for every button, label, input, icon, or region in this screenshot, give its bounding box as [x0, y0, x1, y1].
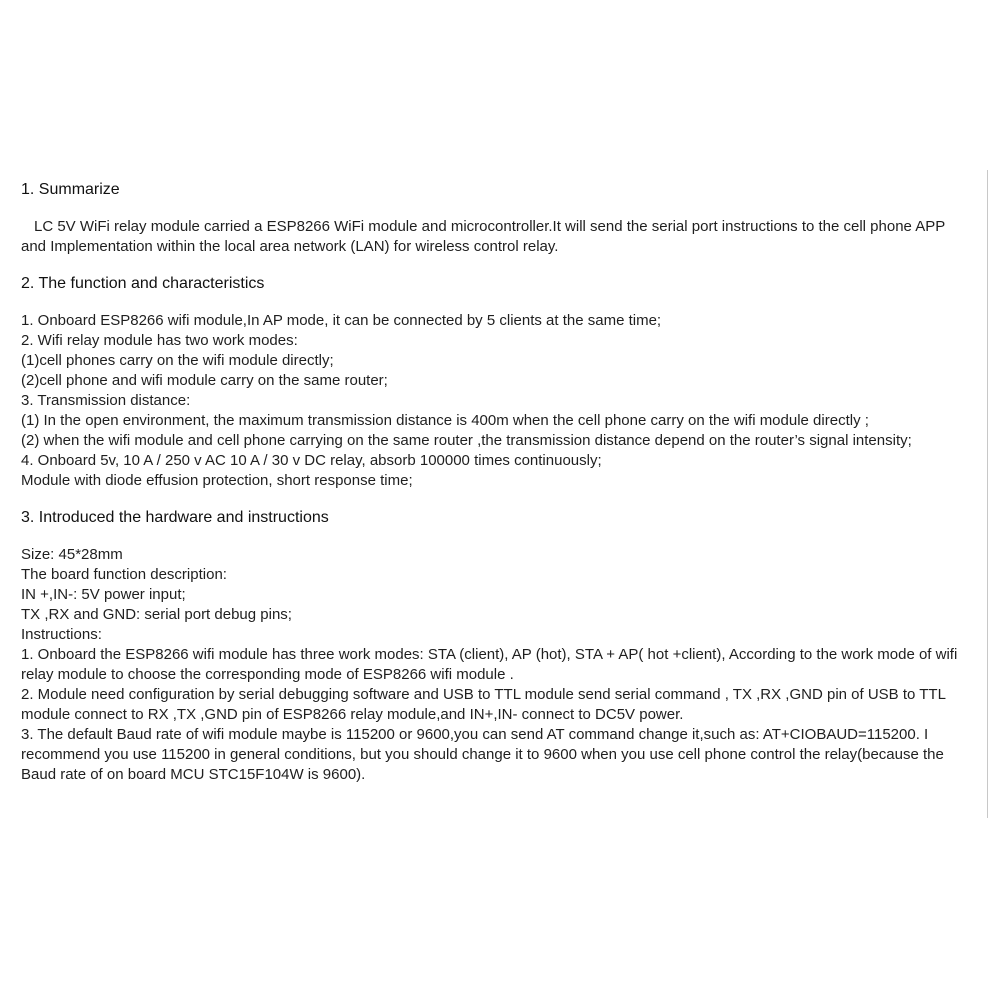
hardware-line: 3. The default Baud rate of wifi module maybe is 115200 or 9600,you can send AT command change it,such as: AT+CIOBAUD=115200. I recommend you use 115200 in general conditions, but you should change it to 9600 when you use cell phone control the relay(because the Baud rate of on board MCU STC15F104W is 9600). [21, 726, 944, 783]
document-panel [0, 170, 988, 818]
function-line: Module with diode effusion protection, short response time; [21, 472, 413, 489]
section-heading-hardware: 3. Introduced the hardware and instructions [21, 509, 329, 526]
hardware-line: TX ,RX and GND: serial port debug pins; [21, 606, 292, 623]
hardware-line: 1. Onboard the ESP8266 wifi module has three work modes: STA (client), AP (hot), STA + AP( hot +client), According to the work mode of wifi relay module to choose the corresponding mode of ESP8266 wifi module . [21, 646, 958, 683]
function-line: (1) In the open environment, the maximum transmission distance is 400m when the cell phone carry on the wifi module directly ; [21, 412, 869, 429]
function-line: 4. Onboard 5v, 10 A / 250 v AC 10 A / 30 v DC relay, absorb 100000 times continuously; [21, 452, 602, 469]
hardware-line: IN +,IN-: 5V power input; [21, 586, 186, 603]
section-heading-summarize: 1. Summarize [21, 181, 120, 198]
summary-paragraph: LC 5V WiFi relay module carried a ESP8266 WiFi module and microcontroller.It will send the serial port instructions to the cell phone APP and Implementation within the local area network (LAN) for wireless control relay. [21, 218, 945, 255]
hardware-line: Size: 45*28mm [21, 546, 123, 563]
function-line: 1. Onboard ESP8266 wifi module,In AP mode, it can be connected by 5 clients at the same time; [21, 312, 662, 329]
hardware-line: The board function description: [21, 566, 227, 583]
function-line: (2) when the wifi module and cell phone carrying on the same router ,the transmission distance depend on the router’s signal intensity; [21, 432, 912, 449]
hardware-line: Instructions: [21, 626, 102, 643]
document-content [21, 180, 966, 785]
function-line: 3. Transmission distance: [21, 392, 191, 409]
function-line: 2. Wifi relay module has two work modes: [21, 332, 298, 349]
section-heading-function: 2. The function and characteristics [21, 275, 265, 292]
function-line: (2)cell phone and wifi module carry on the same router; [21, 372, 388, 389]
hardware-line: 2. Module need configuration by serial debugging software and USB to TTL module send serial command , TX ,RX ,GND pin of USB to TTL module connect to RX ,TX ,GND pin of ESP8266 relay module,and IN+,IN- connect to DC5V power. [21, 686, 946, 723]
function-line: (1)cell phones carry on the wifi module directly; [21, 352, 334, 369]
